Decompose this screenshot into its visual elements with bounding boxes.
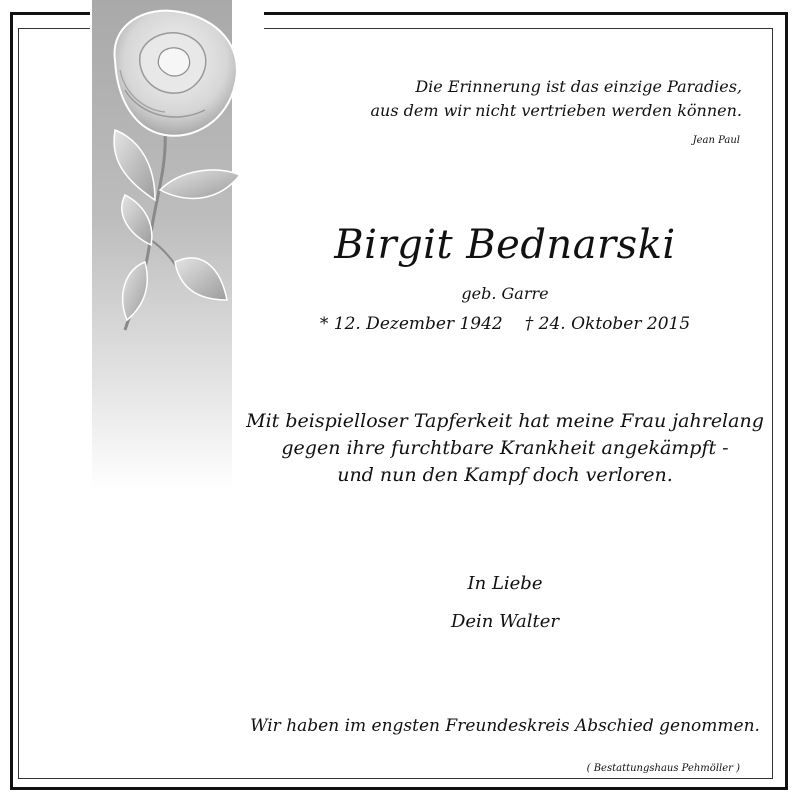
inner-border-left bbox=[18, 28, 19, 779]
death-date: † 24. Oktober 2015 bbox=[524, 314, 691, 334]
birth-date: * 12. Dezember 1942 bbox=[319, 314, 503, 334]
inner-border-right bbox=[772, 28, 773, 779]
message-line-1: Mit beispielloser Tapferkeit hat meine Frau jahrelang bbox=[246, 410, 764, 432]
quote-author: Jean Paul bbox=[692, 135, 740, 146]
undertaker-credit: ( Bestattungshaus Pehmöller ) bbox=[586, 763, 740, 774]
memorial-message bbox=[0, 408, 800, 489]
closing-signature: Dein Walter bbox=[450, 611, 560, 632]
frame-border-top-right bbox=[264, 12, 788, 15]
deceased-name: Birgit Bednarski bbox=[334, 222, 676, 268]
frame-border-right bbox=[785, 12, 788, 790]
message-line-2: gegen ihre furchtbare Krankheit angekämpft - bbox=[281, 437, 729, 459]
quote-line-1: Die Erinnerung ist das einzige Paradies, bbox=[415, 77, 742, 96]
inner-border-bottom bbox=[18, 778, 773, 779]
closing-in-love: In Liebe bbox=[467, 573, 543, 594]
frame-border-left bbox=[10, 12, 13, 790]
life-dates bbox=[0, 314, 800, 334]
maiden-name: geb. Garre bbox=[461, 284, 549, 303]
message-line-3: und nun den Kampf doch verloren. bbox=[337, 464, 673, 486]
quote bbox=[322, 75, 742, 123]
inner-border-top-right bbox=[264, 28, 772, 29]
frame-border-bottom bbox=[10, 787, 788, 790]
quote-line-2: aus dem wir nicht vertrieben werden können. bbox=[370, 101, 742, 120]
farewell-note: Wir haben im engsten Freundeskreis Abschied genommen. bbox=[250, 716, 760, 736]
